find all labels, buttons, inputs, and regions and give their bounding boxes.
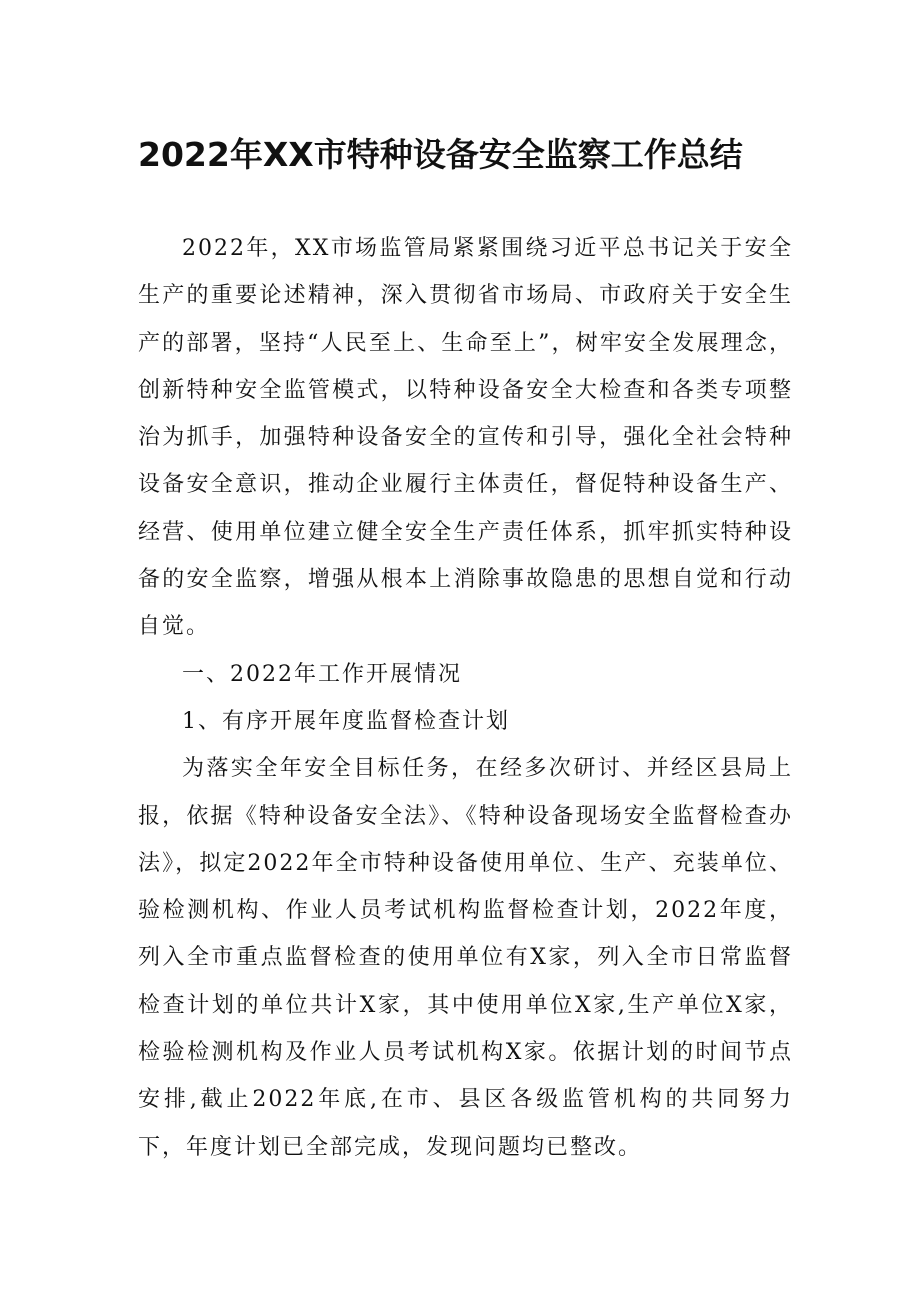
section-heading: 一、2022年工作开展情况	[182, 661, 462, 687]
intro-paragraph: 2022年，XX市场监管局紧紧围绕习近平总书记关于安全生产的重要论述精神，深入贯彻省市场局、市政府关于安全生产的部署，坚持“人民至上、生命至上”，树牢安全发展理念，创新特种安全监管模式，以特种设备安全大检查和各类专项整治为抓手，加强特种设备安全的宣传和引导，强化全社会特种设备安全意识，推动企业履行主体责任，督促特种设备生产、经营、使用单位建立健全安全生产责任体系，抓牢抓实特种设备的安全监察，增强从根本上消除事故隐患的思想自觉和行动自觉。	[138, 236, 793, 640]
document-body	[138, 225, 793, 1171]
body-paragraph: 为落实全年安全目标任务，在经多次研讨、并经区县局上报，依据《特种设备安全法》、《特种设备现场安全监督检查办法》，拟定2022年全市特种设备使用单位、生产、充装单位、验检测机构、作业人员考试机构监督检查计划，2022年度，列入全市重点监督检查的使用单位有X家，列入全市日常监督检查计划的单位共计X家，其中使用单位X家,生产单位X家，检验检测机构及作业人员考试机构X家。依据计划的时间节点安排,截止2022年底,在市、县区各级监管机构的共同努力下，年度计划已全部完成，发现问题均已整改。	[138, 756, 793, 1160]
document-title: 2022年XX市特种设备安全监察工作总结	[138, 135, 743, 174]
subsection-heading: 1、有序开展年度监督检查计划	[182, 708, 510, 734]
